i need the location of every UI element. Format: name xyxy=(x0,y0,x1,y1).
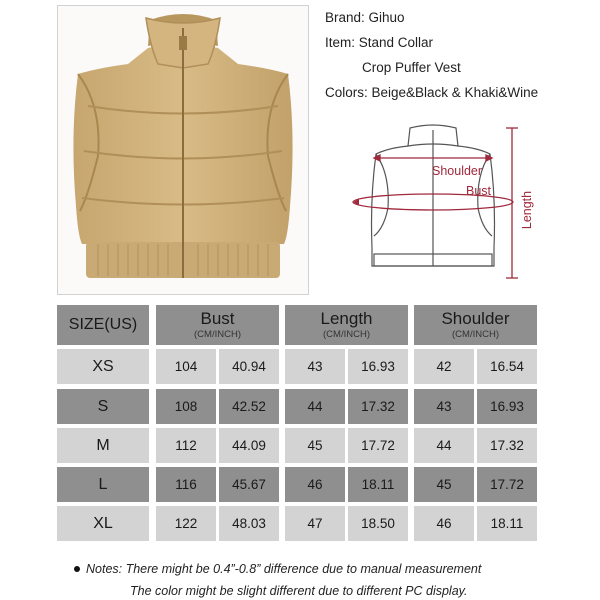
table-cell: 45 xyxy=(285,428,345,463)
table-cell: 45 xyxy=(414,467,474,502)
table-cell: 47 xyxy=(285,506,345,541)
item-text-continued: Crop Puffer Vest xyxy=(362,60,461,75)
table-cell: 46 xyxy=(285,467,345,502)
length-label: Length xyxy=(520,190,534,230)
note-line-1 xyxy=(74,562,481,576)
bust-header-title: Bust xyxy=(200,309,235,328)
product-photo xyxy=(57,5,309,295)
size-cell-xl: XL xyxy=(57,506,149,541)
table-cell: 108 xyxy=(156,389,216,424)
table-cell: 16.93 xyxy=(477,389,537,424)
length-header-title: Length xyxy=(320,309,373,328)
table-cell: 42 xyxy=(414,349,474,384)
table-cell: 16.93 xyxy=(348,349,408,384)
table-cell: 18.11 xyxy=(348,467,408,502)
shoulder-header-unit: (CM/INCH) xyxy=(452,329,499,340)
size-cell-s: S xyxy=(57,389,149,424)
table-cell: 17.32 xyxy=(477,428,537,463)
bullet-icon xyxy=(74,566,80,572)
size-cell-xs: XS xyxy=(57,349,149,384)
table-cell: 40.94 xyxy=(219,349,279,384)
table-cell: 104 xyxy=(156,349,216,384)
table-cell: 43 xyxy=(414,389,474,424)
length-column-header xyxy=(285,305,408,345)
size-cell-l: L xyxy=(57,467,149,502)
table-cell: 44.09 xyxy=(219,428,279,463)
bust-label: Bust xyxy=(466,184,492,198)
shoulder-label: Shoulder xyxy=(432,164,483,178)
note-text-1: Notes: There might be 0.4”-0.8” difference due to manual measurement xyxy=(86,562,482,576)
table-cell: 112 xyxy=(156,428,216,463)
shoulder-column-header xyxy=(414,305,537,345)
measurement-diagram xyxy=(348,118,538,288)
table-cell: 45.67 xyxy=(219,467,279,502)
table-cell: 18.50 xyxy=(348,506,408,541)
length-header-unit: (CM/INCH) xyxy=(323,329,370,340)
vest-outline-icon xyxy=(348,118,538,288)
item-text: Item: Stand Collar xyxy=(325,35,434,50)
table-cell: 46 xyxy=(414,506,474,541)
size-cell-m: M xyxy=(57,428,149,463)
table-cell: 43 xyxy=(285,349,345,384)
table-cell: 48.03 xyxy=(219,506,279,541)
vest-photo-illustration xyxy=(58,6,308,294)
table-cell: 42.52 xyxy=(219,389,279,424)
bust-column-header xyxy=(156,305,279,345)
table-cell: 17.72 xyxy=(477,467,537,502)
table-cell: 17.72 xyxy=(348,428,408,463)
colors-text: Colors: Beige&Black & Khaki&Wine xyxy=(325,85,539,100)
table-cell: 116 xyxy=(156,467,216,502)
note-line-2: The color might be slight different due to different PC display. xyxy=(130,584,468,598)
bust-header-unit: (CM/INCH) xyxy=(194,329,241,340)
table-cell: 44 xyxy=(285,389,345,424)
table-cell: 44 xyxy=(414,428,474,463)
shoulder-header-title: Shoulder xyxy=(441,309,510,328)
brand-text: Brand: Gihuo xyxy=(325,10,405,25)
table-cell: 16.54 xyxy=(477,349,537,384)
table-cell: 17.32 xyxy=(348,389,408,424)
size-column-header: SIZE(US) xyxy=(57,305,149,345)
table-cell: 18.11 xyxy=(477,506,537,541)
table-cell: 122 xyxy=(156,506,216,541)
